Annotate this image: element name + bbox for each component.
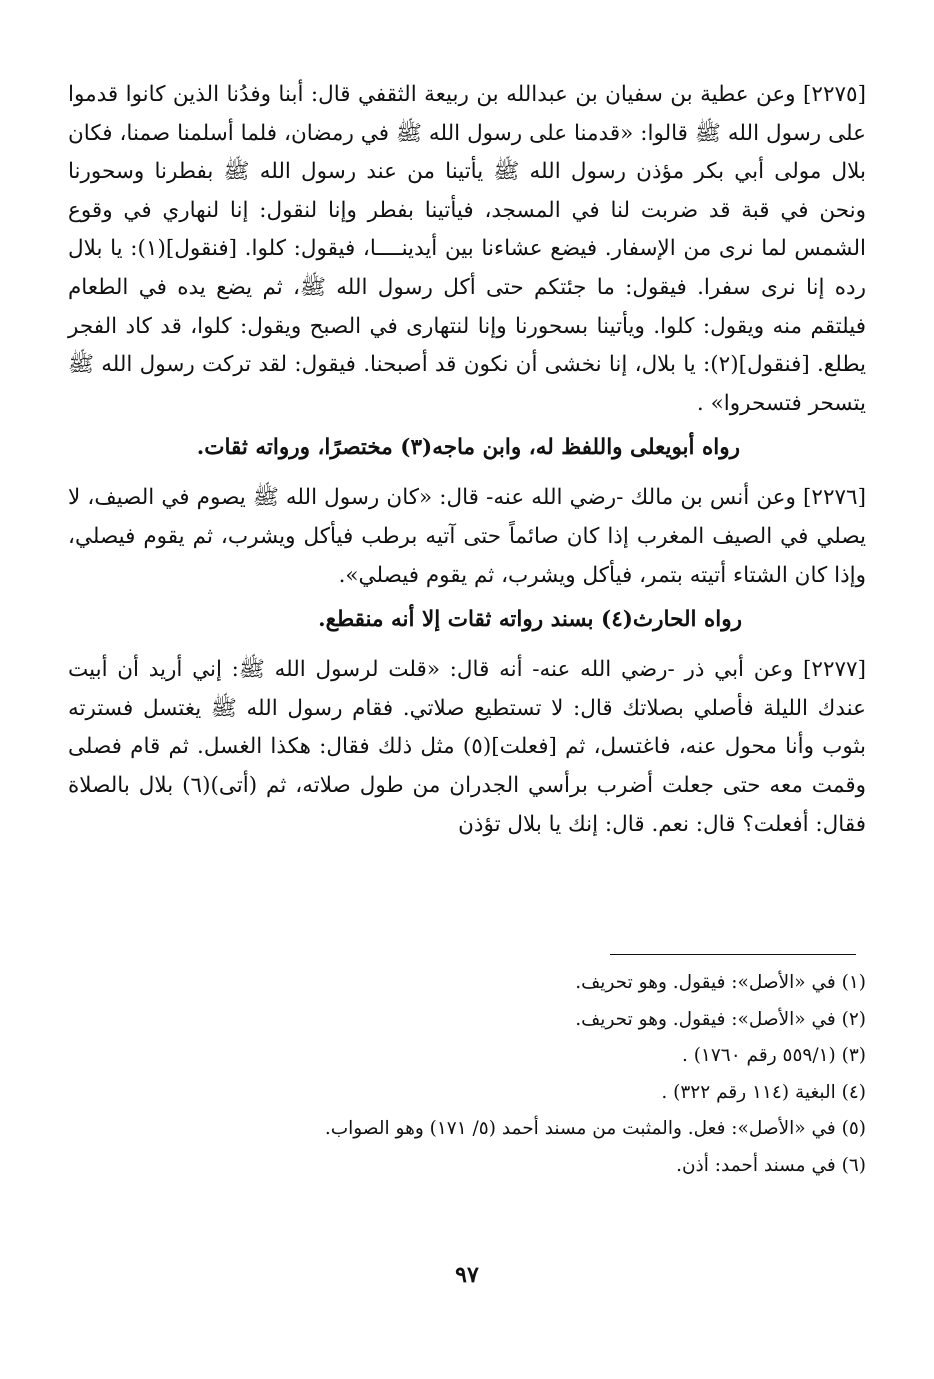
footnotes [68,965,866,1185]
hadith-2276: [٢٢٧٦] وعن أنس بن مالك -رضي الله عنه- قال: «كان رسول الله ﷺ يصوم في الصيف، لا يصلي في الصيف المغرب إذا كان صائماً حتى آتيه برطب فيأكل ويشرب، ثم يقوم فيصلي، وإذا كان الشتاء أتيته بتمر، فيأكل ويشرب، ثم يقوم فيصلي». [68,485,866,588]
hadith-2275-source: رواه أبويعلى واللفظ له، وابن ماجه(٣) مختصرًا، ورواته ثقات. [196,435,740,461]
hadith-2275: [٢٢٧٥] وعن عطية بن سفيان بن عبدالله بن ربيعة الثقفي قال: أبنا وفدُنا الذين كانوا قدموا على رسول الله ﷺ قالوا: «قدمنا على رسول الله ﷺ في رمضان، فلما أسلمنا صمنا، فكان بلال مولى أبي بكر مؤذن رسول الله ﷺ يأتينا من عند رسول الله ﷺ بفطرنا وسحورنا ونحن في قبة قد ضربت لنا في المسجد، فيأتينا بفطر وإنا لنقول: إنا لنهاري في وقوع الشمس لما نرى من الإسفار. فيضع عشاءنا بين أيدينــــا، فيقول: كلوا. [فنقول](١): يا بلال رده إنا نرى سفرا. فيقول: ما جئتكم حتى أكل رسول الله ﷺ، ثم يضع يده في الطعام فيلتقم منه ويقول: كلوا. ويأتينا بسحورنا وإنا لنتهارى في الصبح ويقول: كلوا، قد كاد الفجر يطلع. [فنقول](٢): يا بلال، إنا نخشى أن نكون قد أصبحنا. فيقول: لقد تركت رسول الله ﷺ يتسحر فتسحروا» . [68,82,866,416]
footnote-6: (٦) في مسند أحمد: أذن. [676,1154,866,1176]
footnote-4: (٤) البغية (١١٤ رقم ٣٢٢) . [661,1081,866,1103]
hadith-2277: [٢٢٧٧] وعن أبي ذر -رضي الله عنه- أنه قال: «قلت لرسول الله ﷺ: إني أريد أن أبيت عندك الليلة فأصلي بصلاتك قال: لا تستطيع صلاتي. فقام رسول الله ﷺ يغتسل فسترته بثوب وأنا محول عنه، فاغتسل، ثم [فعلت](٥) مثل ذلك فقال: هكذا الغسل. ثم قام فصلى وقمت معه حتى جعلت أضرب برأسي الجدران من طول صلاته، ثم (أتى)(٦) بلال بالصلاة فقال: أفعلت؟ قال: نعم. قال: إنك يا بلال تؤذن [68,657,866,837]
footnote-1: (١) في «الأصل»: فيقول. وهو تحريف. [575,972,866,993]
main-text [68,76,866,844]
footnote-2: (٢) في «الأصل»: فيقول. وهو تحريف. [575,1008,866,1030]
page-number: ٩٧ [455,1262,479,1288]
footnote-3: (٣) (٥٥٩/١ رقم ١٧٦٠) . [681,1045,866,1067]
hadith-2276-source: رواه الحارث(٤) بسند رواته ثقات إلا أنه منقطع. [318,607,742,633]
footnote-5: (٥) في «الأصل»: فعل. والمثبت من مسند أحمد (٥/ ١٧١) وهو الصواب. [324,1118,866,1140]
footnote-divider [610,954,856,955]
